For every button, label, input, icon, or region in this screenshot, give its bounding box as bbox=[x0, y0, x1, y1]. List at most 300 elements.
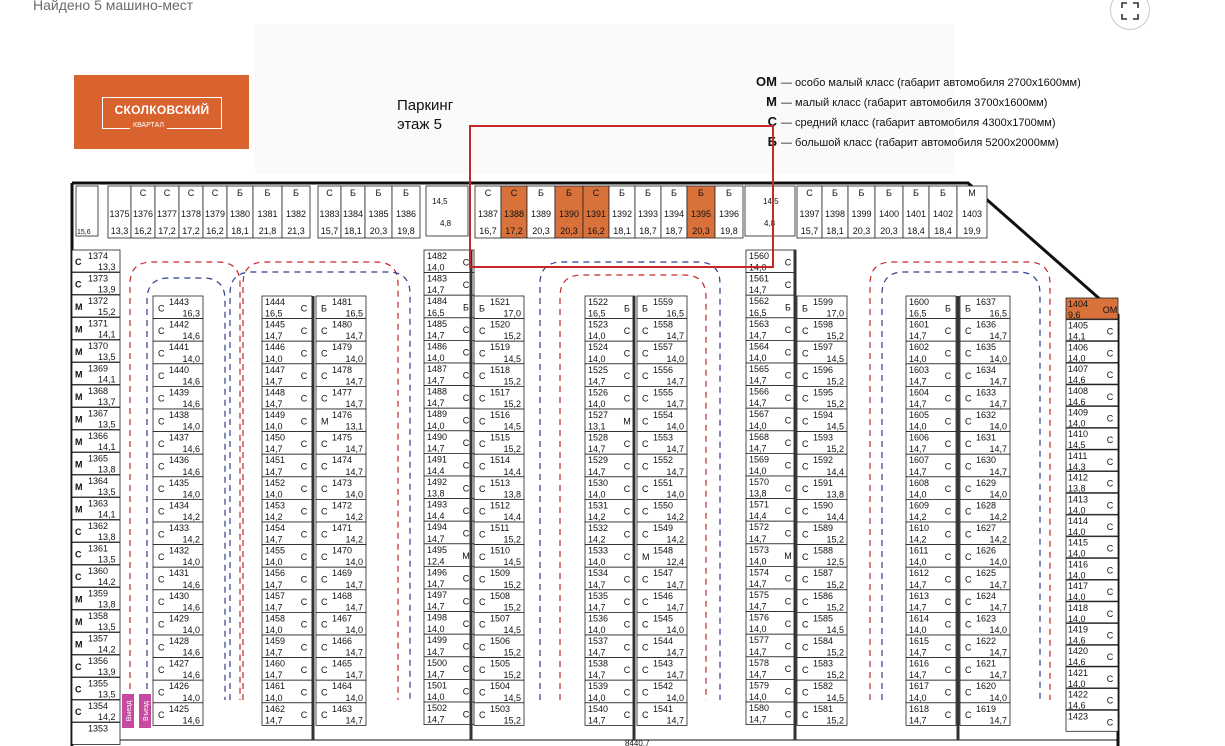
spot-class: С bbox=[623, 438, 631, 449]
spot-class: С bbox=[300, 461, 308, 472]
spot-class: С bbox=[623, 687, 631, 698]
spot-number: 1370 bbox=[88, 341, 109, 351]
spot-area: 15,2 bbox=[503, 399, 521, 409]
spot-class: С bbox=[623, 393, 631, 404]
spot-number: 1407 bbox=[1068, 364, 1089, 375]
spot-area: 17,0 bbox=[826, 308, 844, 319]
spot-area: 15,2 bbox=[826, 579, 844, 590]
legend-text: — большой класс (габарит автомобиля 5200х2000мм) bbox=[781, 137, 1059, 149]
spot-class: С bbox=[300, 484, 308, 495]
spot-number: 1622 bbox=[976, 636, 997, 646]
spot-number: 1392 bbox=[611, 209, 633, 219]
spot-area: 14,5 bbox=[826, 353, 844, 364]
spot-class: С bbox=[300, 529, 308, 540]
spot-area: 14,6 bbox=[182, 715, 200, 726]
spot-class: Б bbox=[566, 188, 572, 198]
stair-block bbox=[745, 186, 795, 236]
spot-number: 1397 bbox=[799, 209, 820, 219]
spot-area: 14,7 bbox=[749, 330, 767, 341]
spot-area: 14,7 bbox=[989, 331, 1007, 342]
spot-number: 1543 bbox=[653, 658, 674, 669]
spot-area: 14,0 bbox=[588, 489, 606, 500]
spot-area: 14,0 bbox=[666, 421, 684, 432]
spot-number: 1522 bbox=[588, 297, 609, 307]
spot-area: 14,0 bbox=[265, 625, 283, 635]
spot-class: С bbox=[479, 529, 486, 540]
spot-area: 16,7 bbox=[479, 226, 497, 236]
spot-class: С bbox=[965, 506, 972, 517]
spot-number: 1513 bbox=[490, 477, 511, 488]
spot-class: С bbox=[642, 325, 649, 336]
spot-class: С bbox=[462, 415, 470, 426]
spot-class: С bbox=[158, 506, 165, 517]
spot-number: 1376 bbox=[132, 209, 154, 219]
spot-number: 1375 bbox=[109, 209, 130, 219]
spot-class: С bbox=[965, 529, 972, 540]
spot-class: С bbox=[462, 573, 470, 584]
spot-class: С bbox=[462, 641, 470, 652]
spot-number: 1556 bbox=[653, 364, 674, 375]
spot-area: 14,0 bbox=[749, 556, 767, 567]
spot-area: 21,3 bbox=[287, 226, 305, 236]
spot-number: 1476 bbox=[332, 410, 353, 420]
spot-area: 14,7 bbox=[909, 579, 927, 590]
spot-area: 14,0 bbox=[989, 625, 1007, 635]
spot-area: 14,7 bbox=[588, 579, 606, 590]
spot-area: 14,1 bbox=[98, 509, 116, 520]
spot-area: 14,5 bbox=[826, 625, 844, 635]
spot-class: С bbox=[802, 597, 809, 608]
spot-class: Б bbox=[624, 303, 630, 314]
spot-number: 1521 bbox=[490, 297, 511, 307]
spot-class: С bbox=[1106, 391, 1114, 402]
spot-number: 1597 bbox=[813, 342, 834, 353]
spot-area: 12,4 bbox=[427, 556, 445, 567]
spot-class: С bbox=[158, 664, 165, 675]
spot-area: 14,7 bbox=[427, 330, 445, 341]
spot-number: 1380 bbox=[229, 209, 251, 219]
spot-class: С bbox=[784, 686, 792, 697]
spot-number: 1440 bbox=[169, 364, 190, 375]
spot-area: 14,7 bbox=[265, 579, 283, 590]
spot-number: 1467 bbox=[332, 613, 353, 624]
spot-number: 1503 bbox=[490, 703, 511, 714]
spot-class: С bbox=[784, 483, 792, 494]
spot-number: 1608 bbox=[909, 477, 930, 488]
spot-number: 1423 bbox=[1068, 711, 1089, 722]
spot-number: 1620 bbox=[976, 681, 997, 692]
spot-area: 14,5 bbox=[826, 421, 844, 432]
spot-area: 14,0 bbox=[265, 421, 283, 432]
spot-class: С bbox=[944, 325, 952, 336]
spot-number: 1530 bbox=[588, 477, 609, 488]
spot-number: 1538 bbox=[588, 658, 609, 669]
spot-area: 14,0 bbox=[989, 489, 1007, 500]
spot-class: М bbox=[75, 594, 83, 605]
spot-number: 1373 bbox=[88, 273, 109, 284]
spot-area: 14,7 bbox=[909, 331, 927, 342]
spot-class: С bbox=[211, 188, 219, 198]
spot-number: 1493 bbox=[427, 499, 448, 510]
spot-number: 1599 bbox=[813, 297, 834, 307]
spot-number: 1552 bbox=[653, 455, 674, 466]
spot-class: С bbox=[158, 461, 165, 472]
spot-number: 1554 bbox=[653, 410, 674, 420]
spot-class: Б bbox=[237, 188, 243, 198]
spot-area: 14,0 bbox=[588, 692, 606, 703]
spot-area: 14,7 bbox=[666, 376, 684, 387]
spot-number: 1528 bbox=[588, 432, 609, 443]
spot-class: С bbox=[158, 619, 165, 630]
spot-area: 14,0 bbox=[749, 353, 767, 363]
spot-class: С bbox=[642, 438, 649, 449]
spot-area: 14,2 bbox=[98, 712, 116, 722]
legend-text: — малый класс (габарит автомобиля 3700х1600мм) bbox=[781, 97, 1048, 109]
spot-number: 1502 bbox=[427, 703, 448, 713]
spot-class: М bbox=[75, 459, 83, 470]
spot-class: С bbox=[300, 348, 308, 359]
spot-class: С bbox=[802, 371, 809, 382]
spot-number: 1541 bbox=[653, 703, 674, 714]
spot-number: 1547 bbox=[653, 568, 674, 579]
spot-number: 1617 bbox=[909, 681, 930, 692]
spot-area: 14,0 bbox=[427, 692, 445, 702]
spot-number: 1636 bbox=[976, 319, 997, 330]
spot-class: ОМ bbox=[1102, 305, 1118, 315]
spot-number: 1447 bbox=[265, 364, 286, 375]
spot-number: 1464 bbox=[332, 681, 353, 692]
spot-number: 1616 bbox=[909, 658, 930, 669]
spot-number: 1412 bbox=[1068, 472, 1089, 483]
spot-number: 1508 bbox=[490, 590, 511, 601]
spot-number: 1472 bbox=[332, 500, 353, 511]
spot-class: Б bbox=[619, 188, 625, 198]
spot-area: 13,5 bbox=[98, 352, 116, 362]
spot-number: 1461 bbox=[265, 681, 286, 692]
spot-class: С bbox=[300, 393, 308, 404]
spot-area: 14,7 bbox=[749, 443, 767, 454]
spot-class: С bbox=[300, 416, 308, 427]
spot-number: 1485 bbox=[427, 318, 448, 329]
spot-class: С bbox=[479, 348, 486, 359]
spot-class: С bbox=[642, 529, 649, 540]
spot-class: С bbox=[623, 461, 631, 472]
spot-class: С bbox=[1106, 500, 1114, 511]
spot-area: 14,7 bbox=[265, 670, 283, 681]
spot-area: 14,0 bbox=[909, 692, 927, 703]
spot-number: 1425 bbox=[169, 703, 190, 714]
spot-number: 1549 bbox=[653, 523, 674, 533]
spot-number: 1488 bbox=[427, 386, 448, 397]
spot-class: М bbox=[462, 551, 470, 562]
spot-area: 14,1 bbox=[1068, 331, 1086, 342]
spot-number: 1356 bbox=[88, 656, 109, 666]
spot-class: Б bbox=[642, 303, 648, 314]
spot-area: 14,0 bbox=[749, 262, 767, 273]
spot-number: 1384 bbox=[342, 209, 364, 219]
spot-number: 1386 bbox=[395, 209, 417, 219]
spot-area: 14,7 bbox=[265, 534, 283, 545]
spot-number: 1498 bbox=[427, 612, 448, 623]
spot-number: 1362 bbox=[88, 521, 109, 531]
spot-class: С bbox=[965, 348, 972, 359]
spot-area: 15,7 bbox=[800, 226, 819, 236]
spot-area: 14,4 bbox=[503, 466, 521, 477]
spot-area: 13,3 bbox=[98, 262, 116, 272]
spot-number: 1418 bbox=[1068, 602, 1089, 613]
spot-class: С bbox=[75, 527, 82, 537]
spot-class: С bbox=[642, 664, 649, 675]
spot-class: С bbox=[479, 642, 486, 653]
spot-area: 14,7 bbox=[749, 579, 767, 589]
spot-class: С bbox=[158, 303, 165, 314]
spot-number: 1527 bbox=[588, 410, 609, 420]
spot-number: 1441 bbox=[169, 342, 190, 353]
spot-number: 1401 bbox=[905, 209, 927, 219]
spot-number: 1518 bbox=[490, 364, 511, 375]
spot-area: 14,2 bbox=[345, 534, 363, 545]
spot-area: 14,6 bbox=[182, 399, 200, 409]
spot-area: 14,2 bbox=[588, 512, 606, 522]
spot-number: 1383 bbox=[319, 209, 340, 219]
spot-number: 1437 bbox=[169, 432, 190, 443]
spot-area: 14,0 bbox=[265, 353, 283, 364]
spot-area: 15,2 bbox=[503, 602, 521, 613]
spot-number: 1435 bbox=[169, 477, 190, 488]
found-count-text: Найдено 5 машино-мест bbox=[33, 0, 194, 13]
spot-class: С bbox=[944, 597, 952, 608]
spot-class: С bbox=[784, 664, 792, 675]
spot-area: 14,7 bbox=[989, 715, 1007, 726]
spot-class: М bbox=[75, 617, 83, 627]
spot-area: 14,0 bbox=[1068, 527, 1086, 537]
spot-class: С bbox=[802, 687, 809, 698]
spot-class: С bbox=[802, 664, 809, 675]
spot-area: 14,7 bbox=[909, 466, 927, 477]
spot-class: Б bbox=[913, 188, 919, 198]
spot-class: Б bbox=[698, 188, 704, 198]
spot-class: С bbox=[623, 325, 631, 336]
spot-area: 13,8 bbox=[826, 489, 844, 500]
spot-class: С bbox=[300, 687, 308, 698]
spot-number: 1580 bbox=[749, 703, 770, 713]
spot-number: 1452 bbox=[265, 477, 286, 488]
spot-class: С bbox=[462, 257, 470, 268]
spot-number: 1520 bbox=[490, 319, 511, 330]
spot-class: С bbox=[642, 348, 649, 359]
spot-number: 1421 bbox=[1068, 667, 1089, 678]
spot-number: 1507 bbox=[490, 613, 511, 624]
spot-class: С bbox=[321, 438, 328, 449]
spot-area: 14,0 bbox=[666, 625, 684, 635]
spot-number: 1563 bbox=[749, 318, 770, 329]
lift-label: 4,8 bbox=[764, 219, 776, 228]
spot-class: С bbox=[300, 325, 308, 336]
spot-class: С bbox=[802, 461, 809, 472]
spot-class: С bbox=[479, 416, 486, 427]
spot-number: 1607 bbox=[909, 455, 930, 466]
spot-class: С bbox=[1106, 717, 1114, 728]
spot-class: С bbox=[462, 483, 470, 494]
spot-area: 14,7 bbox=[265, 444, 283, 455]
spot-number: 1633 bbox=[976, 387, 997, 398]
spot-class: Б bbox=[293, 188, 299, 198]
spot-number: 1469 bbox=[332, 568, 353, 579]
spot-number: 1420 bbox=[1068, 646, 1089, 657]
spot-class: С bbox=[158, 642, 165, 653]
spot-number: 1609 bbox=[909, 500, 930, 511]
spot-class: С bbox=[1106, 608, 1114, 619]
spot-area: 14,7 bbox=[265, 647, 283, 658]
spot-area: 16,5 bbox=[427, 307, 445, 318]
spot-number: 1557 bbox=[653, 342, 674, 353]
spot-area: 14,7 bbox=[427, 375, 445, 386]
spot-area: 14,7 bbox=[265, 399, 283, 409]
spot-class: М bbox=[623, 416, 631, 427]
spot-class: С bbox=[944, 393, 952, 404]
spot-number: 1448 bbox=[265, 387, 286, 398]
spot-number: 1366 bbox=[88, 431, 109, 441]
spot-class: С bbox=[802, 574, 809, 585]
spot-area: 14,6 bbox=[182, 376, 200, 387]
spot-class: С bbox=[944, 416, 952, 427]
spot-number: 1591 bbox=[813, 477, 834, 488]
spot-number: 1494 bbox=[427, 522, 448, 533]
spot-area: 15,2 bbox=[826, 534, 844, 545]
spot-class: С bbox=[965, 574, 972, 585]
spot-number: 1458 bbox=[265, 613, 286, 624]
spot-area: 18,1 bbox=[344, 226, 362, 236]
spot-class: С bbox=[944, 348, 952, 359]
spot-number: 1474 bbox=[332, 455, 353, 466]
spot-area: 20,3 bbox=[880, 226, 898, 236]
spot-class: С bbox=[642, 619, 649, 630]
spot-area: 14,5 bbox=[503, 421, 521, 432]
spot-area: 14,7 bbox=[989, 670, 1007, 681]
spot-class: С bbox=[75, 257, 82, 267]
spot-area: 14,6 bbox=[182, 602, 200, 613]
spot-number: 1505 bbox=[490, 658, 511, 669]
spot-number: 1634 bbox=[976, 364, 997, 375]
spot-area: 14,2 bbox=[98, 644, 116, 655]
spot-area: 14,7 bbox=[909, 647, 927, 658]
spot-number: 1428 bbox=[169, 636, 190, 646]
spot-class: С bbox=[944, 619, 952, 630]
spot-number: 1569 bbox=[749, 454, 770, 465]
spot-class: С bbox=[965, 393, 972, 404]
spot-area: 14,0 bbox=[1068, 570, 1086, 581]
spot-number: 1553 bbox=[653, 432, 674, 443]
spot-number: 1531 bbox=[588, 500, 609, 511]
spot-number: 1561 bbox=[749, 273, 770, 284]
spot-class: С bbox=[158, 529, 165, 540]
spot-class: С bbox=[642, 416, 649, 427]
spot-number: 1451 bbox=[265, 455, 286, 466]
spot-number: 1572 bbox=[749, 522, 770, 533]
spot-area: 14,7 bbox=[345, 376, 363, 387]
spot-class: С bbox=[462, 347, 470, 358]
spot-area: 14,7 bbox=[588, 444, 606, 455]
spot-area: 15,2 bbox=[826, 647, 844, 658]
spot-number: 1381 bbox=[257, 209, 278, 219]
spot-number: 1606 bbox=[909, 432, 930, 443]
spot-number: 1459 bbox=[265, 636, 286, 646]
spot-area: 15,2 bbox=[503, 331, 521, 342]
spot-area: 14,7 bbox=[427, 714, 445, 725]
spot-area: 15,2 bbox=[503, 647, 521, 658]
spot-class: С bbox=[802, 393, 809, 404]
spot-area: 18,4 bbox=[907, 226, 925, 236]
spot-area: 14,0 bbox=[345, 489, 363, 500]
spot-number: 1445 bbox=[265, 319, 286, 330]
spot-area: 15,2 bbox=[826, 715, 844, 726]
spot-number: 1393 bbox=[637, 209, 659, 219]
spot-area: 14,7 bbox=[345, 647, 363, 658]
spot-class: С bbox=[321, 710, 328, 721]
spot-number: 1571 bbox=[749, 499, 770, 510]
spot-area: 12,4 bbox=[666, 557, 684, 568]
spot-area: 13,8 bbox=[749, 488, 767, 499]
spot-area: 14,1 bbox=[98, 374, 116, 385]
spot-number: 1385 bbox=[368, 209, 389, 219]
spot-number: 1361 bbox=[88, 543, 109, 554]
spot-class: С bbox=[784, 279, 792, 290]
spot-area: 14,7 bbox=[749, 533, 767, 544]
spot-area: 14,7 bbox=[265, 331, 283, 342]
spot-number: 1372 bbox=[88, 296, 109, 306]
spot-class: Б bbox=[965, 303, 971, 314]
spot-number: 1431 bbox=[169, 568, 190, 579]
spot-class: С bbox=[1106, 565, 1114, 576]
spot-area: 13,9 bbox=[98, 284, 116, 295]
legend-text: — особо малый класс (габарит автомобиля 2700х1600мм) bbox=[781, 77, 1081, 89]
spot-class: С bbox=[158, 371, 165, 382]
spot-number: 1422 bbox=[1068, 689, 1089, 700]
spot-area: 14,5 bbox=[503, 625, 521, 635]
spot-number: 1574 bbox=[749, 567, 770, 578]
spot-class: С bbox=[784, 709, 792, 720]
spot-class: С bbox=[1106, 326, 1114, 337]
spot-number: 1387 bbox=[477, 209, 499, 219]
spot-area: 20,3 bbox=[852, 226, 871, 236]
spot-area: 14,7 bbox=[427, 398, 445, 409]
spot-number: 1624 bbox=[976, 590, 997, 601]
spot-class: С bbox=[784, 641, 792, 652]
spot-area: 15,7 bbox=[320, 226, 339, 236]
spot-class: С bbox=[623, 348, 631, 359]
spot-area: 14,6 bbox=[182, 579, 200, 590]
spot-area: 14,0 bbox=[1068, 592, 1086, 603]
spot-number: 1466 bbox=[332, 636, 353, 646]
spot-number: 1578 bbox=[749, 657, 770, 668]
spot-number: 1517 bbox=[490, 387, 511, 398]
spot-number: 1479 bbox=[332, 342, 353, 353]
spot-area: 14,0 bbox=[1068, 505, 1086, 516]
spot-class: С bbox=[965, 484, 972, 495]
spot-area: 14,7 bbox=[666, 399, 684, 409]
spot-class: С bbox=[642, 506, 649, 517]
spot-area: 15,2 bbox=[503, 715, 521, 726]
spot-number: 1501 bbox=[427, 680, 448, 691]
spot-class: С bbox=[300, 664, 308, 675]
spot-number: 1390 bbox=[558, 209, 580, 219]
spot-class: С bbox=[944, 529, 952, 540]
spot-number: 1495 bbox=[427, 544, 448, 555]
spot-class: С bbox=[1106, 652, 1114, 663]
spot-class: С bbox=[623, 710, 631, 721]
spot-area: 14,7 bbox=[989, 444, 1007, 455]
spot-number: 1414 bbox=[1068, 516, 1089, 526]
